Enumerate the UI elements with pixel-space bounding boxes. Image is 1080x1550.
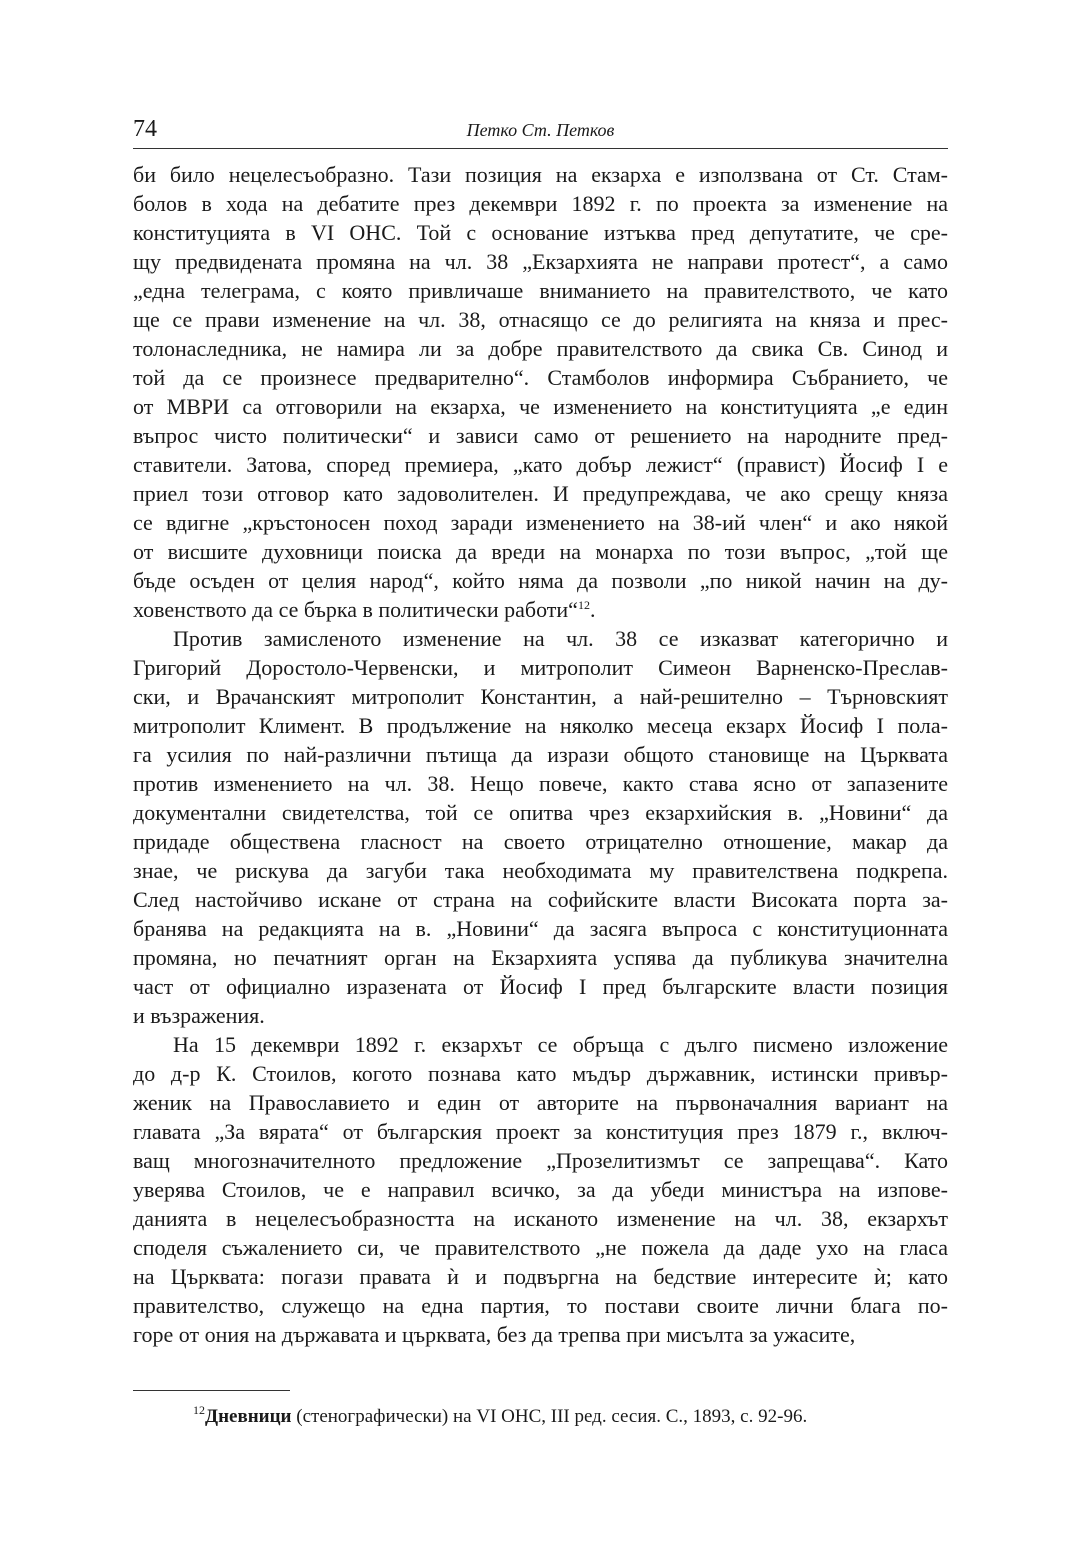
text-line: га усилия по най-различни пътища да изрази общото становище на Църквата <box>133 742 948 767</box>
text-line: щу предвидената промяна на чл. 38 „Екзархията не направи протест“, а само <box>133 249 948 274</box>
text-line: част от официално изразената от Йосиф I пред българските власти позиция <box>133 974 948 999</box>
text-line: конституцията в VI ОНС. Той с основание изтъква пред депутатите, че сре- <box>133 220 948 245</box>
text-line: горе от ония на държавата и църквата, без да трепва при мисълта за ужасите, <box>133 1322 856 1347</box>
text-line: След настойчиво искане от страна на софийските власти Високата порта за- <box>133 887 948 912</box>
text-line: ще се прави изменение на чл. 38, отнасящо се до религията на княза и прес- <box>133 307 948 332</box>
text-line: се вдигне „кръстоносен поход заради изменението на 38-ий член“ и ако някой <box>133 510 948 535</box>
paragraph <box>133 1030 948 1349</box>
text-line: той да се произнесе предварително“. Стамболов информира Събранието, че <box>133 365 948 390</box>
paragraph <box>133 160 948 624</box>
text-line: знае, че рискува да загуби така необходимата му правителствена подкрепа. <box>133 858 948 883</box>
text-line: ващ многозначителното предложение „Прозелитизмът се запрещава“. Като <box>133 1148 948 1173</box>
text-line-content: и възражения. <box>133 1003 265 1028</box>
page-header <box>133 114 948 149</box>
text-line: до д-р К. Стоилов, когото познава като мъдър държавник, истински привър- <box>133 1061 948 1086</box>
text-line: главата „За вярата“ от българския проект за конституция през 1879 г., включ- <box>133 1119 948 1144</box>
text-line: приел този отговор като задоволителен. И предупреждава, че ако срещу княза <box>133 481 948 506</box>
text-line: от висшите духовници поиска да вреди на монарха по този въпрос, „той ще <box>133 539 948 564</box>
text-line <box>133 1001 948 1030</box>
text-line: споделя съжалението си, че правителството „не пожела да даде ухо на гласа <box>133 1235 948 1260</box>
running-title: Петко Ст. Петков <box>466 120 615 140</box>
text-line: правителство, служещо на една партия, то постави своите лични блага по- <box>133 1293 948 1318</box>
text-line: данията в нецелесъобразността на исканото изменение на чл. 38, екзархът <box>133 1206 948 1231</box>
paragraph <box>133 624 948 1030</box>
text-line: митрополит Климент. В продължение на няколко месеца екзарх Йосиф I пола- <box>133 713 948 738</box>
text-line: толонаследника, не намира ли за добре правителството да свика Св. Синод и <box>133 336 948 361</box>
text-line: женик на Православието и един от авторите на първоначалния вариант на <box>133 1090 948 1115</box>
text-line: бранява на редакцията на в. „Новини“ да засяга въпроса с конституционната <box>133 916 948 941</box>
footnote-reference[interactable]: 12 <box>577 598 590 612</box>
text-line: против изменението на чл. 38. Нещо повече, както става ясно от запазените <box>133 771 948 796</box>
text-line: придаде обществена гласност на своето отрицателно отношение, макар да <box>133 829 948 854</box>
footnote-text: (стенографически) на VI ОНС, III ред. сесия. С., 1893, с. 92-96. <box>291 1406 808 1427</box>
text-line: промяна, но печатният орган на Екзархията успява да публикува значителна <box>133 945 948 970</box>
text-line: от МВРИ са отговорили на екзарха, че изменението на конституцията „е един <box>133 394 948 419</box>
text-line: Григорий Доростоло-Червенски, и митрополит Симеон Варненско-Преслав- <box>133 655 948 680</box>
text-line <box>133 595 948 624</box>
text-line: би било нецелесъобразно. Тази позиция на екзарха е използвана от Ст. Стам- <box>133 162 948 187</box>
text-line: бъде осъден от целия народ“, който няма да позволи „по никой начин на ду- <box>133 568 948 593</box>
text-line: болов в хода на дебатите през декември 1892 г. по проекта за изменение на <box>133 191 948 216</box>
footnote-number: 12 <box>193 1403 205 1417</box>
text-line: На 15 декември 1892 г. екзархът се обръща с дълго писмено изложение <box>173 1032 948 1057</box>
text-line-content: ховенството да се бърка в политически работи“ <box>133 597 578 622</box>
text-line: уверява Стоилов, че е направил всичко, за да убеди министъра на изпове- <box>133 1177 948 1202</box>
footnote-divider <box>133 1390 290 1391</box>
text-line: въпрос чисто политически“ и зависи само от решението на народните пред- <box>133 423 948 448</box>
text-line: ставители. Затова, според премиера, „като добър лежист“ (правист) Йосиф I е <box>133 452 948 477</box>
text-line: ски, и Врачанският митрополит Константин, а най-решително – Търновският <box>133 684 948 709</box>
footnote-title: Дневници <box>205 1406 292 1427</box>
text-line: „една телеграма, с която привличаше вниманието на правителството, че като <box>133 278 948 303</box>
text-line: Против замисленото изменение на чл. 38 се изказват категорично и <box>173 626 948 651</box>
text-line: на Църквата: погази правата ѝ и подвъргна на бедствие интересите ѝ; като <box>133 1264 948 1289</box>
body-text <box>133 160 948 1349</box>
page-number: 74 <box>133 116 157 142</box>
text-line: документални свидетелства, той се опитва чрез екзархийския в. „Новини“ да <box>133 800 948 825</box>
text-line-end: . <box>589 597 596 622</box>
footnote <box>193 1404 807 1430</box>
